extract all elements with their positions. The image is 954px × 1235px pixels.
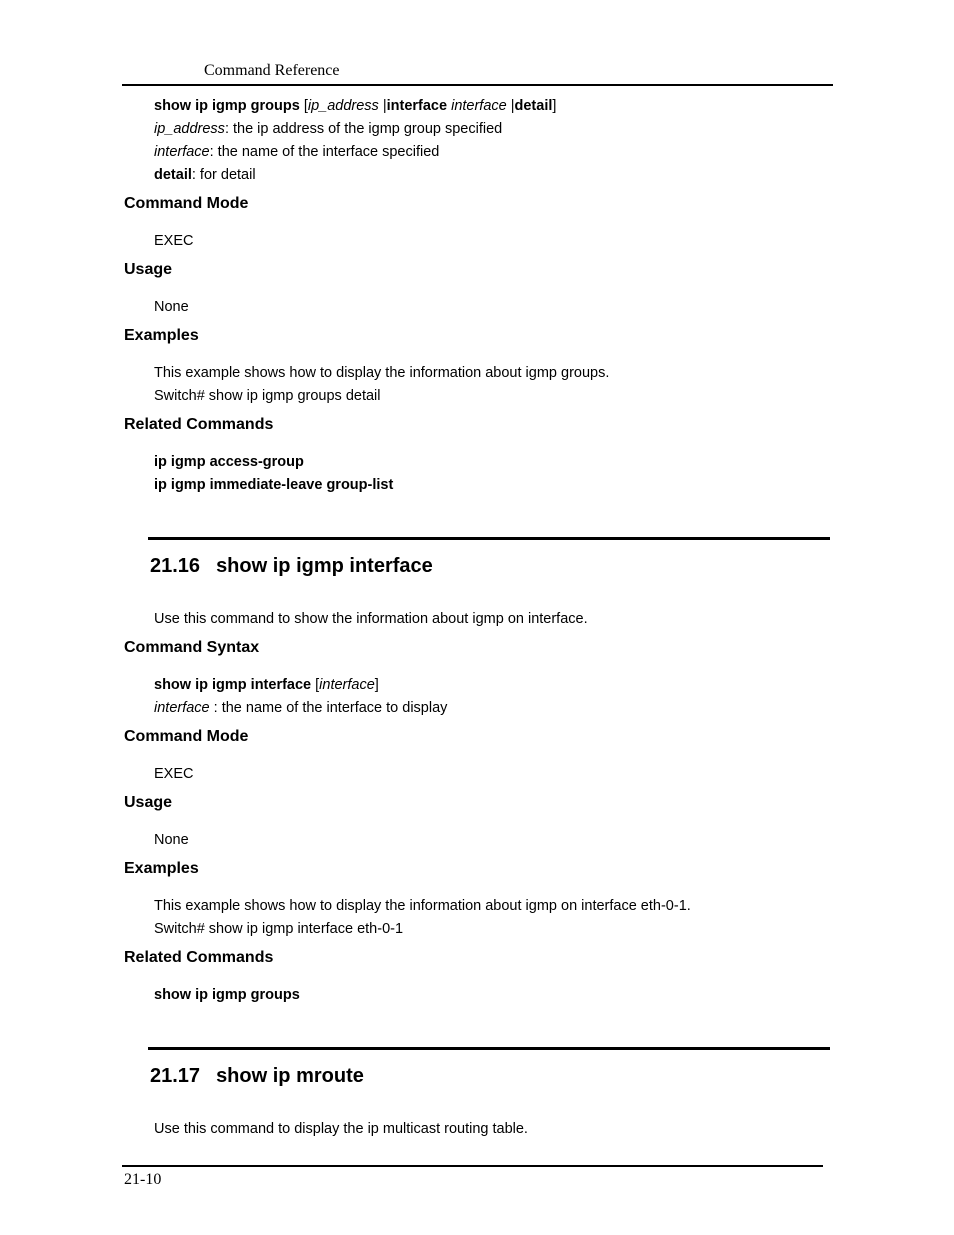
example-description: This example shows how to display the information about igmp on interface eth-0-1. xyxy=(154,898,691,914)
usage-heading: Usage xyxy=(124,794,173,811)
param-interface: interface : the name of the interface to display xyxy=(154,700,448,716)
param-ip-address: ip_address: the ip address of the igmp group specified xyxy=(154,121,503,137)
related-command-item: ip igmp access-group xyxy=(154,454,304,470)
usage-value: None xyxy=(154,832,189,848)
usage-heading: Usage xyxy=(124,261,173,278)
section-rule xyxy=(148,1047,830,1050)
section-title-21-17: 21.17 show ip mroute xyxy=(150,1065,364,1087)
param-interface: interface: the name of the interface specified xyxy=(154,144,440,160)
running-header: Command Reference xyxy=(204,62,340,79)
command-syntax-line: show ip igmp groups [ip_address |interface interface |detail] xyxy=(154,98,557,114)
example-command: Switch# show ip igmp groups detail xyxy=(154,388,381,404)
command-mode-value: EXEC xyxy=(154,766,194,782)
command-syntax-heading: Command Syntax xyxy=(124,639,260,656)
related-command-item: show ip igmp groups xyxy=(154,987,300,1003)
command-mode-value: EXEC xyxy=(154,233,194,249)
section-rule xyxy=(148,537,830,540)
page-number: 21-10 xyxy=(124,1171,162,1188)
command-mode-heading: Command Mode xyxy=(124,728,249,745)
related-commands-heading: Related Commands xyxy=(124,416,274,433)
example-description: This example shows how to display the information about igmp groups. xyxy=(154,365,610,381)
footer-rule xyxy=(122,1165,823,1167)
example-command: Switch# show ip igmp interface eth-0-1 xyxy=(154,921,404,937)
related-command-item: ip igmp immediate-leave group-list xyxy=(154,477,394,493)
command-mode-heading: Command Mode xyxy=(124,195,249,212)
param-detail: detail: for detail xyxy=(154,167,256,183)
examples-heading: Examples xyxy=(124,860,199,877)
usage-value: None xyxy=(154,299,189,315)
section-intro: Use this command to display the ip multicast routing table. xyxy=(154,1121,528,1137)
section-title-21-16: 21.16 show ip igmp interface xyxy=(150,555,433,577)
section-intro: Use this command to show the information about igmp on interface. xyxy=(154,611,588,627)
examples-heading: Examples xyxy=(124,327,199,344)
header-rule xyxy=(122,84,833,86)
related-commands-heading: Related Commands xyxy=(124,949,274,966)
command-syntax-line: show ip igmp interface [interface] xyxy=(154,677,379,693)
